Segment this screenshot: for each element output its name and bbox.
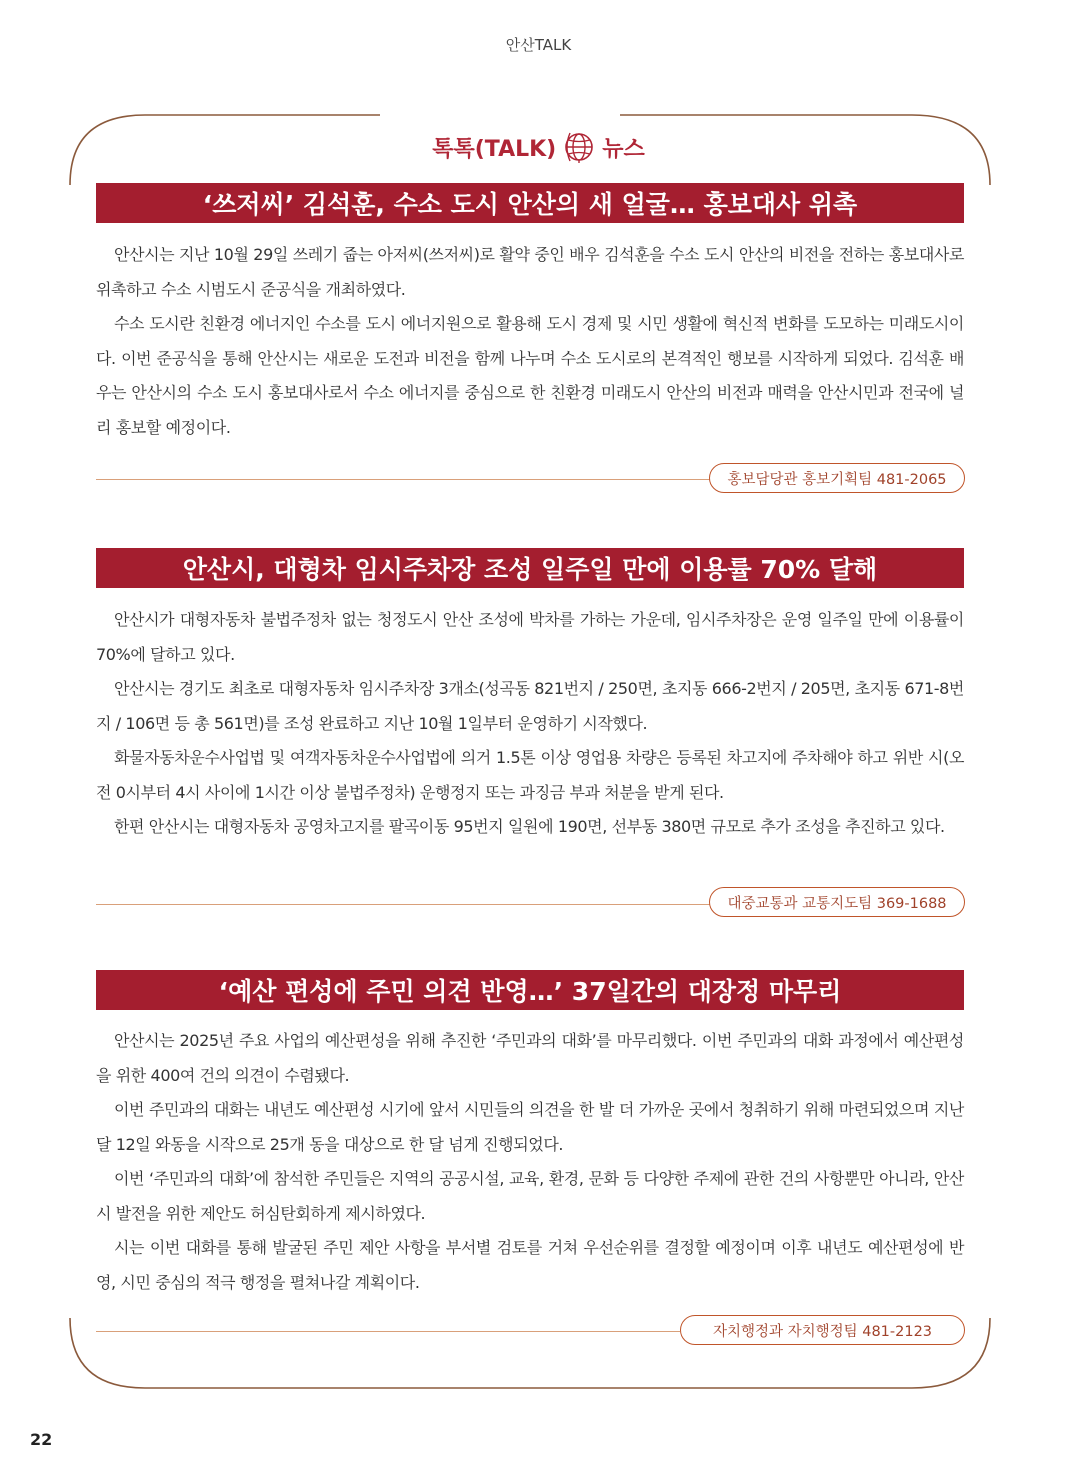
article-3-contact-badge: 자치행정과 자치행정팀 481-2123 — [680, 1315, 965, 1345]
article-1-body — [96, 238, 964, 445]
article-3-paragraph-2: 이번 주민과의 대화는 내년도 예산편성 시기에 앞서 시민들의 의견을 한 발 더 가까운 곳에서 청취하기 위해 마련되었으며 지난달 12일 와동을 시작으로 25개 동을 대상으로 한 달 넘게 진행되었다. — [96, 1100, 964, 1154]
article-1-paragraph-1: 안산시는 지난 10월 29일 쓰레기 줍는 아저씨(쓰저씨)로 활약 중인 배우 김석훈을 수소 도시 안산의 비전을 전하는 홍보대사로 위촉하고 수소 시범도시 준공식을 개최하였다. — [96, 245, 964, 299]
article-1-contact-badge: 홍보담당관 홍보기획팀 481-2065 — [709, 463, 965, 493]
section-title-left: 톡톡(TALK) — [432, 136, 557, 162]
article-2-contact-badge: 대중교통과 교통지도팀 369-1688 — [709, 887, 965, 917]
article-1-headline: ‘쓰저씨’ 김석훈, 수소 도시 안산의 새 얼굴… 홍보대사 위촉 — [96, 183, 964, 223]
article-2-body — [96, 603, 964, 845]
article-1-paragraph-2: 수소 도시란 친환경 에너지인 수소를 도시 에너지원으로 활용해 도시 경제 및 시민 생활에 혁신적 변화를 도모하는 미래도시이다. 이번 준공식을 통해 안산시는 새로운 도전과 비전을 함께 나누며 수소 도시로의 본격적인 행보를 시작하게 되었다. 김석훈 배우는 안산시의 수소 도시 홍보대사로서 수소 에너지를 중심으로 한 친환경 미래도시 안산의 비전과 매력을 안산시민과 전국에 널리 홍보할 예정이다. — [96, 314, 964, 437]
article-2-paragraph-4: 한편 안산시는 대형자동차 공영차고지를 팔곡이동 95번지 일원에 190면, 선부동 380면 규모로 추가 조성을 추진하고 있다. — [114, 817, 945, 836]
article-2-headline: 안산시, 대형차 임시주차장 조성 일주일 만에 이용률 70% 달해 — [96, 548, 964, 588]
article-2-paragraph-3: 화물자동차운수사업법 및 여객자동차운수사업법에 의거 1.5톤 이상 영업용 차량은 등록된 차고지에 주차해야 하고 위반 시(오전 0시부터 4시 사이에 1시간 이상 불법주정차) 운행정지 또는 과징금 부과 처분을 받게 된다. — [96, 748, 964, 802]
article-2-contact-divider — [96, 904, 710, 905]
page-number: 22 — [30, 1430, 53, 1449]
article-1-contact-divider — [96, 479, 710, 480]
article-3-paragraph-1: 안산시는 2025년 주요 사업의 예산편성을 위해 추진한 ‘주민과의 대화’를 마무리했다. 이번 주민과의 대화 과정에서 예산편성을 위한 400여 건의 의견이 수렴됐다. — [96, 1031, 964, 1085]
magazine-section-header: 안산TALK — [505, 36, 572, 54]
article-3-paragraph-4: 시는 이번 대화를 통해 발굴된 주민 제안 사항을 부서별 검토를 거쳐 우선순위를 결정할 예정이며 이후 내년도 예산편성에 반영, 시민 중심의 적극 행정을 펼쳐나갈 계획이다. — [96, 1238, 964, 1292]
section-title-right: 뉴스 — [602, 136, 645, 162]
globe-icon — [562, 130, 596, 164]
article-3-headline: ‘예산 편성에 주민 의견 반영…’ 37일간의 대장정 마무리 — [96, 970, 964, 1010]
article-3-paragraph-3: 이번 ‘주민과의 대화’에 참석한 주민들은 지역의 공공시설, 교육, 환경, 문화 등 다양한 주제에 관한 건의 사항뿐만 아니라, 안산시 발전을 위한 제안도 허심탄회하게 제시하였다. — [96, 1169, 964, 1223]
article-2-paragraph-1: 안산시가 대형자동차 불법주정차 없는 청정도시 안산 조성에 박차를 가하는 가운데, 임시주차장은 운영 일주일 만에 이용률이 70%에 달하고 있다. — [96, 610, 964, 664]
section-title — [0, 129, 1077, 165]
article-2-paragraph-2: 안산시는 경기도 최초로 대형자동차 임시주차장 3개소(성곡동 821번지 / 250면, 초지동 666-2번지 / 205면, 초지동 671-8번지 / 106면 등 총 561면)를 조성 완료하고 지난 10월 1일부터 운영하기 시작했다. — [96, 679, 964, 733]
article-3-contact-divider — [96, 1331, 680, 1332]
article-3-body — [96, 1024, 964, 1300]
